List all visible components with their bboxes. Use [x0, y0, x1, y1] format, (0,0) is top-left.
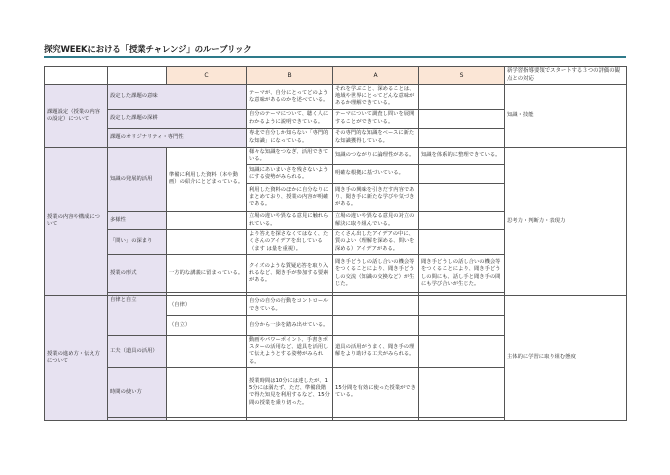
item-label: 設定した課題の深耕 [108, 109, 247, 128]
cell-c: （自律） [167, 296, 247, 316]
table-row [45, 296, 627, 316]
section-label: 授業の内容や構成について [45, 147, 108, 295]
cell-s [419, 109, 505, 128]
table-row [45, 147, 627, 164]
cell-b: テーマが、自分にとってどのような意味があるのかを述べている。 [247, 85, 333, 110]
item-label: 工夫（道具の活用） [108, 336, 167, 368]
cell-a: 聞き手どうしの話し合いの機会等をつくることにより、聞き手どうしの交流（知識の交換など）が生じた。 [333, 255, 419, 293]
cell-a: 立場の違いや異なる意見の対立の解決に取り組んでいる。 [333, 212, 419, 230]
cell-s [419, 212, 505, 230]
cell-c: （自立） [167, 316, 247, 336]
cell-s: 聞き手どうしの話し合いの機会等をつくることにより、聞き手どうしの間にも、話し手と聞き手の間にも学び合いが生じた。 [419, 255, 505, 293]
item-label: 授業の形式 [108, 255, 167, 293]
cell-b: 自分の自分の行動をコントロールできている。 [247, 296, 333, 316]
cell-a [333, 296, 419, 316]
cell-b: より答えを探さなくてはなく、たくさんのアイデアを出している（ます は量を重視）。 [247, 230, 333, 255]
item-label: 課題のオリジナリティ・専門性 [108, 128, 247, 147]
cell-b: 様々な知識をつなぎ、活用できている。 [247, 147, 333, 164]
header-blank-2 [108, 67, 167, 85]
cell-s [419, 184, 505, 212]
header-c: C [167, 67, 247, 85]
cell-b: 利用した資料のほかに自分なりにまとめており、授業の内容が明確である。 [247, 184, 333, 212]
item-label: 知識の発展的活用 [108, 147, 167, 211]
item-label: 自律と自立 [108, 296, 167, 336]
item-label: 多様性 [108, 212, 167, 230]
item-label: 時間の使い方 [108, 367, 167, 417]
rubric-table [44, 66, 627, 421]
cell-s [419, 230, 505, 255]
section-label: 課題設定（授業の内容の設定）について [45, 85, 108, 148]
header-s: S [419, 67, 505, 85]
table-row [45, 85, 627, 110]
cell-s [419, 296, 505, 316]
cell-c: 一方的な講義に留まっている。 [167, 255, 247, 293]
view-label: 知識・技能 [505, 85, 627, 148]
cell-s [419, 85, 505, 110]
cell-c [167, 212, 247, 230]
view-label: 思考力・判断力・表現力 [505, 147, 627, 295]
header-blank [45, 67, 108, 85]
cell-a: 知識のつながりに論理性がある。 [333, 147, 419, 164]
header-row [45, 67, 627, 85]
cell-s [419, 165, 505, 184]
cell-b: 専北で自分しか知らない「専門的な知識」になっている。 [247, 128, 333, 147]
cell-a: それを学ぶこと、深めることは、地域や世界にとってどんな意味があるか理解できている。 [333, 85, 419, 110]
view-label: 主体的に学習に取り組む態度 [505, 296, 627, 421]
cell-s [419, 128, 505, 147]
title-underline [44, 56, 626, 58]
cell-a: 聞き手の興味を引きだす内容であり、聞き手に新たな学びや気づきがある。 [333, 184, 419, 212]
item-label: 「問い」の深まり [108, 230, 167, 255]
cell-c [167, 230, 247, 255]
header-note: 新学習指導要領でスタートする３つの評価の観点との対応 [505, 67, 627, 85]
cell-c [167, 367, 247, 417]
page-title: 探究WEEKにおける「授業チャレンジ」のルーブリック [44, 45, 252, 55]
cell-a: 道具の活用がうまく、聞き手の理解をより助ける工夫がみられる。 [333, 336, 419, 368]
cell-c: 準備に利用した資料（本や動画）の紹介にとどまっている。 [167, 147, 247, 211]
cell-a: たくさん出したアイデアの中に、質のよい（理解を深める、問いを深める）アイデアがある。 [333, 230, 419, 255]
cell-b: 授業時間は10分には達したが、15分には満たず、ただ、準備段階で得た知見を利用するなど、15分間の授業を乗り切った。 [247, 367, 333, 417]
cell-s: 知識を体系的に整理できている。 [419, 147, 505, 164]
cell-s [419, 316, 505, 336]
cell-b: 自分から一歩を踏み出せている。 [247, 316, 333, 336]
item-label: 設定した課題の意味 [108, 85, 247, 110]
cell-s [419, 367, 505, 417]
cell-b: 自分のテーマについて、聴く人にわかるように説明できている。 [247, 109, 333, 128]
cell-a: テーマについて調査し問いを展開することができている。 [333, 109, 419, 128]
cell-c [167, 336, 247, 368]
cell-a: 15分間を有効に使った授業ができている。 [333, 367, 419, 417]
cell-a: 明確な根拠に基づいている。 [333, 165, 419, 184]
cell-a [333, 316, 419, 336]
header-b: B [247, 67, 333, 85]
cell-s [419, 336, 505, 368]
cell-b: 立場の違いや異なる意見に触れられている。 [247, 212, 333, 230]
cell-a: その専門的な知識をベースに新たな知識獲得している。 [333, 128, 419, 147]
cell-b: 動画やパワーポイント、手書きポスターの活用など、道具を活用して伝えようとする姿勢がみられる。 [247, 336, 333, 368]
cell-b: 知識にあいまいさを残さないようにする姿勢がみられる。 [247, 165, 333, 184]
header-a: A [333, 67, 419, 85]
section-label: 授業の進め方・伝え方について [45, 296, 108, 421]
cell-b: クイズのような質疑応答を取り入れるなど、聞き手が参加する要素がある。 [247, 255, 333, 293]
